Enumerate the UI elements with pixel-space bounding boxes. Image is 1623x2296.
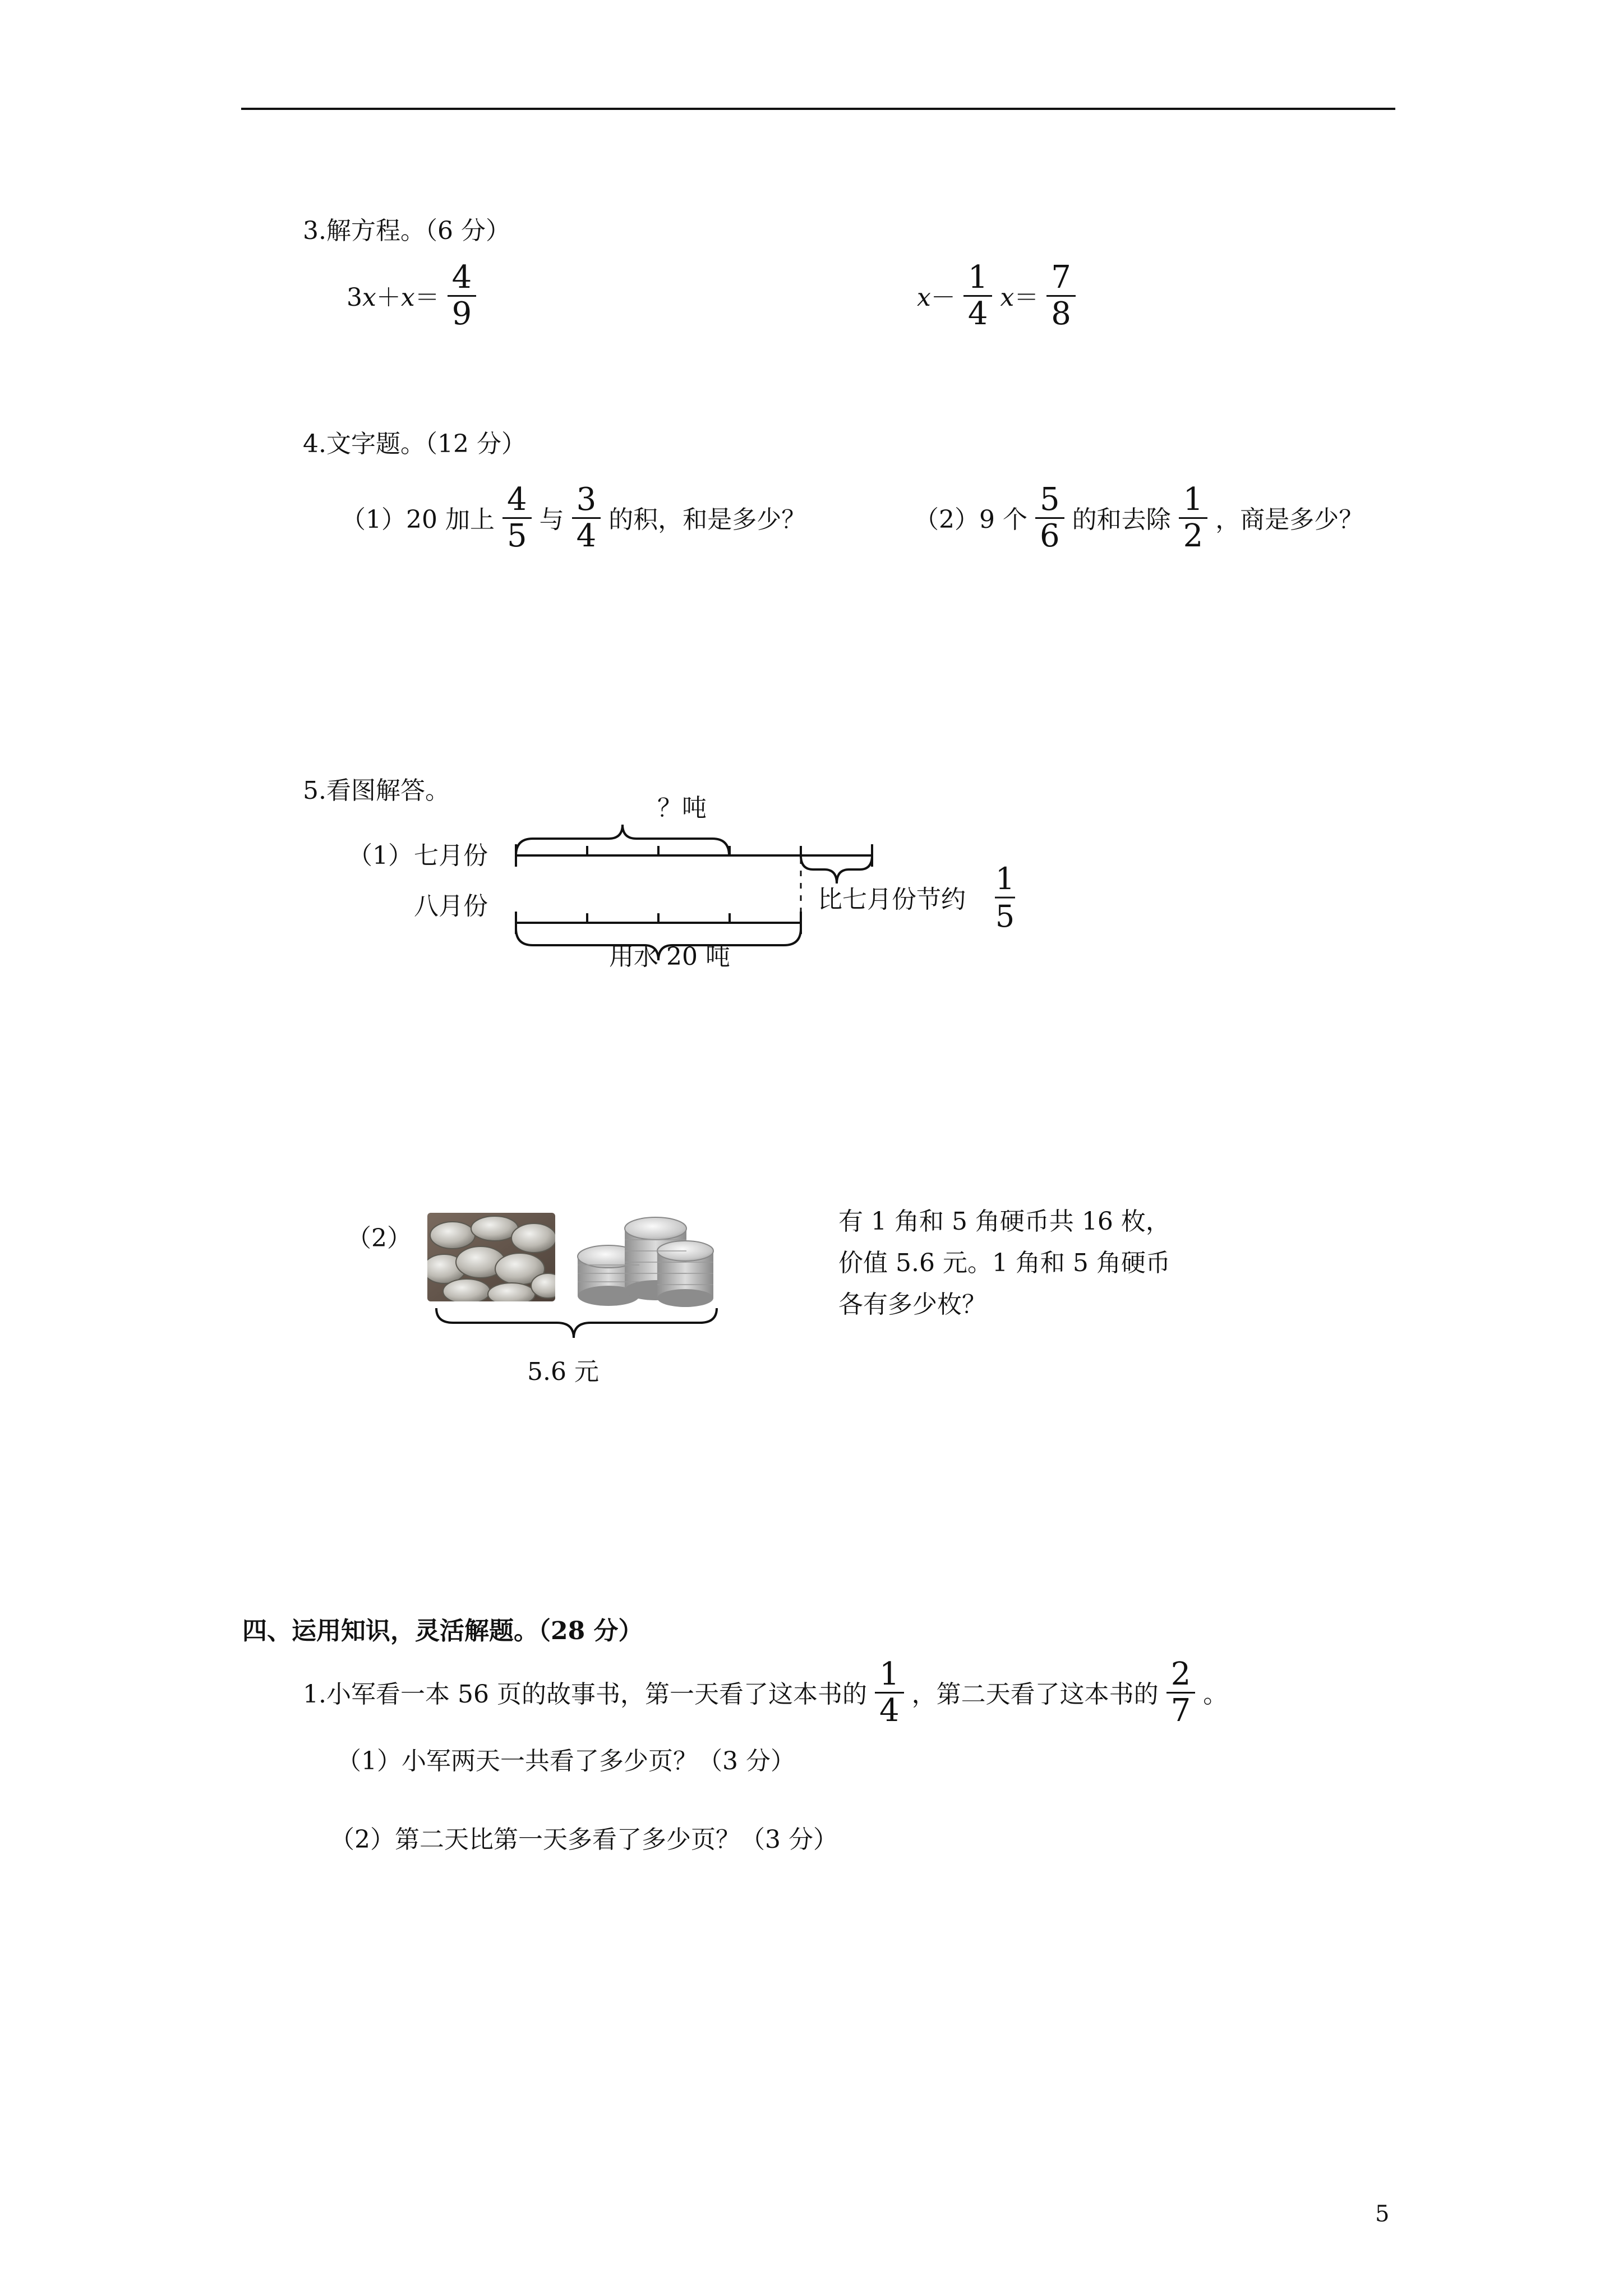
- q4-p2-fraction-1: [1038, 482, 1062, 554]
- q4-p1-post: 的积，和是多少？: [608, 505, 806, 534]
- sec4-q1-d2: 7: [1170, 1692, 1191, 1729]
- q4-p2-fraction-2: [1181, 482, 1206, 554]
- q4-p1-fraction-2: [574, 482, 599, 554]
- july-label: 七月份: [414, 841, 488, 870]
- eq2-x2: x: [1000, 283, 1015, 312]
- august-label: 八月份: [414, 892, 488, 921]
- eq2-den1: 4: [967, 296, 988, 332]
- page-number: 5: [1375, 2201, 1390, 2227]
- top-brace: [516, 825, 729, 855]
- q3-equation-2: [917, 259, 1076, 335]
- sec4-q1-post: 。: [1203, 1680, 1228, 1709]
- eq2-den2: 8: [1051, 296, 1071, 332]
- q4-p1-d1: 5: [506, 518, 527, 554]
- saving-num: 1: [995, 861, 1015, 896]
- q4-p2-d2: 2: [1183, 518, 1204, 554]
- sec4-q1-sub-1: （1）小军两天一共看了多少页？（3 分）: [336, 1747, 795, 1775]
- coins-problem-line-2: 价值 5.6 元。1 角和 5 角硬币: [838, 1249, 1170, 1277]
- sec4-q1-n2: 2: [1170, 1656, 1191, 1692]
- sec4-q1-sub-2: （2）第二天比第一天多看了多少页？（3 分）: [330, 1825, 838, 1854]
- q4-title: 4.文字题。（12 分）: [303, 430, 526, 458]
- sec4-q1-d1: 4: [879, 1692, 900, 1729]
- coins-total-label: 5.6 元: [527, 1358, 599, 1386]
- coins-photo-1: [427, 1213, 555, 1301]
- q4-part-2: [914, 481, 1364, 557]
- eq1-fraction: [450, 260, 474, 332]
- eq2-fraction-1: [966, 260, 990, 332]
- diagram-2-label: （2）: [347, 1224, 412, 1253]
- eq1-den: 9: [451, 296, 472, 332]
- q4-part-1: [341, 481, 806, 557]
- coins-problem-line-3: 各有多少枚？: [838, 1290, 986, 1319]
- line-segment-diagram: [348, 785, 1223, 1021]
- eq1-num: 4: [451, 259, 472, 296]
- coins-photo-2: [573, 1212, 720, 1308]
- q4-p1-n2: 3: [576, 481, 597, 518]
- q3-equation-1: [347, 259, 476, 335]
- header-rule: [241, 108, 1395, 110]
- sec4-q1: [303, 1656, 1228, 1732]
- q4-p1-pre: （1）20 加上: [341, 505, 495, 534]
- sec4-q1-fraction-1: [877, 1657, 902, 1728]
- eq2-x1: x: [917, 283, 931, 312]
- q4-p2-pre: （2）9 个: [914, 505, 1027, 534]
- q4-p1-d2: 4: [576, 518, 597, 554]
- sec4-q1-mid: ，第二天看了这本书的: [911, 1680, 1159, 1709]
- eq1-coef: 3: [347, 283, 362, 312]
- eq1-plus: ＋: [376, 283, 401, 312]
- section-4-title: 四、运用知识，灵活解题。（28 分）: [242, 1617, 643, 1645]
- eq1-x1: x: [362, 283, 376, 312]
- q4-p2-d1: 6: [1039, 518, 1060, 554]
- diagram-1-label: （1）: [348, 841, 413, 870]
- coins-brace: [431, 1307, 722, 1341]
- top-brace-label: ？吨: [657, 794, 707, 822]
- eq1-eq: ＝: [414, 283, 440, 312]
- sec4-q1-fraction-2: [1169, 1657, 1193, 1728]
- q4-p2-n1: 5: [1039, 481, 1060, 518]
- eq2-num1: 1: [967, 259, 988, 296]
- coins-problem-line-1: 有 1 角和 5 角硬币共 16 枚，: [838, 1207, 1170, 1236]
- eq2-minus: －: [930, 283, 956, 312]
- saving-den: 5: [995, 899, 1015, 934]
- q4-p2-post: ，商是多少？: [1215, 505, 1364, 534]
- eq2-num2: 7: [1051, 259, 1071, 296]
- q5-title: 5.看图解答。: [303, 776, 450, 805]
- bottom-brace-label: 用水 20 吨: [609, 942, 730, 971]
- q4-p1-mid: 与: [539, 505, 564, 534]
- q4-p1-fraction-1: [505, 482, 529, 554]
- eq2-fraction-2: [1049, 260, 1073, 332]
- saving-text: 比七月份节约: [818, 885, 966, 914]
- q4-p1-n1: 4: [506, 481, 527, 518]
- sec4-q1-pre: 1.小军看一本 56 页的故事书，第一天看了这本书的: [303, 1680, 867, 1709]
- q4-p2-n2: 1: [1183, 481, 1204, 518]
- q3-title: 3.解方程。（6 分）: [303, 217, 510, 245]
- eq1-x2: x: [400, 283, 415, 312]
- sec4-q1-n1: 1: [879, 1656, 900, 1692]
- saving-brace: [801, 855, 872, 884]
- eq2-eq: ＝: [1014, 283, 1039, 312]
- q4-p2-mid: 的和去除: [1072, 505, 1171, 534]
